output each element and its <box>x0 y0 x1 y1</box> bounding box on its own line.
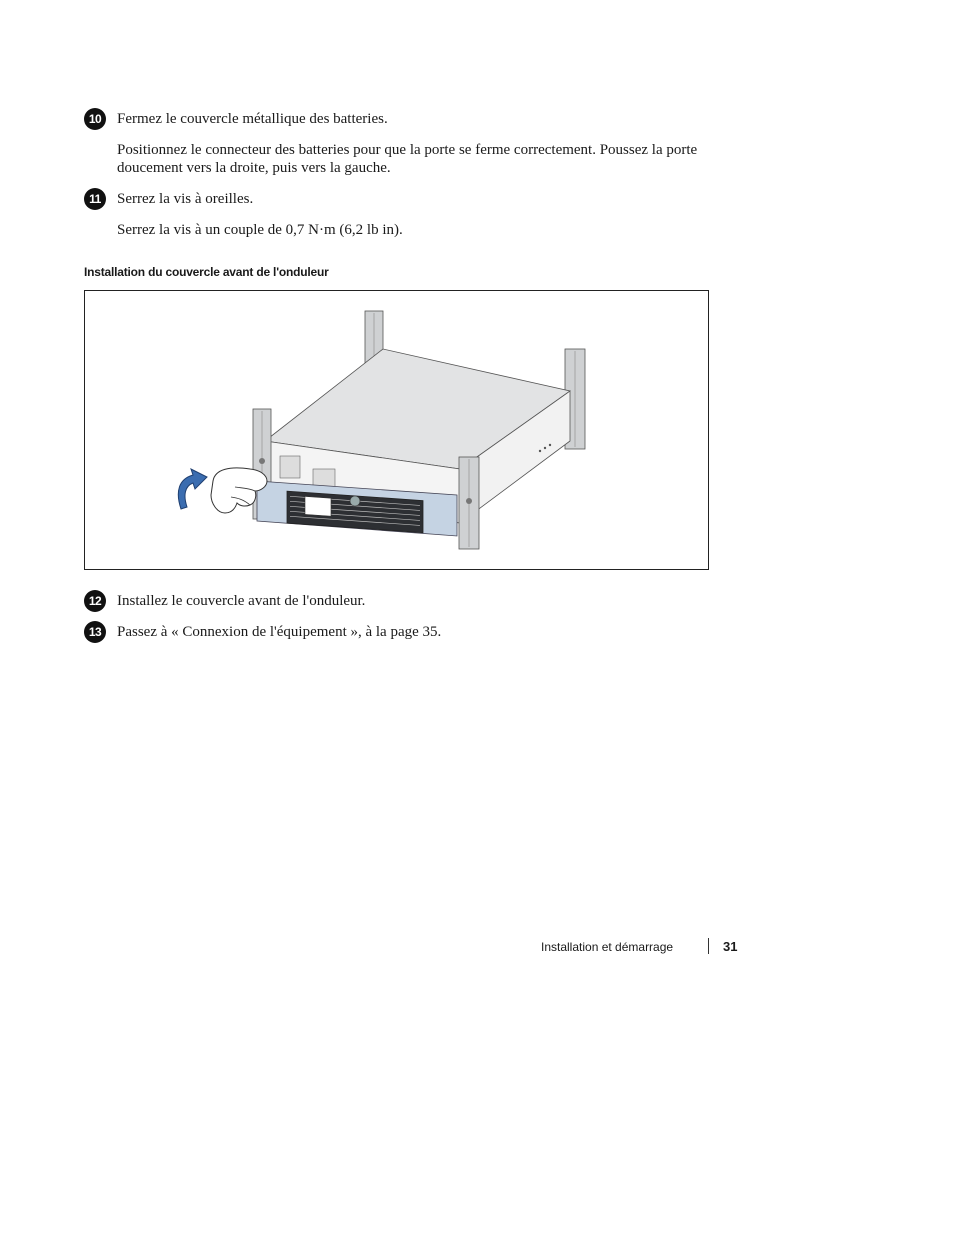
step-number-10: 10 <box>84 108 106 130</box>
step-13-text: Passez à « Connexion de l'équipement », à la page 35. <box>117 624 442 640</box>
figure-caption: Installation du couvercle avant de l'onduleur <box>84 265 329 279</box>
footer-separator <box>708 938 709 954</box>
step-number-12: 12 <box>84 590 106 612</box>
rack-rail-front-right <box>459 457 479 549</box>
step-11-detail: Serrez la vis à un couple de 0,7 N·m (6,2 lb in). <box>117 222 403 238</box>
figure-ups-front-cover <box>84 290 709 570</box>
footer-page-number: 31 <box>723 939 738 954</box>
footer-section-title: Installation et démarrage <box>541 940 674 954</box>
step-number-13: 13 <box>84 621 106 643</box>
step-10-text: Fermez le couvercle métallique des batteries. <box>117 111 388 127</box>
step-11-text: Serrez la vis à oreilles. <box>117 191 254 207</box>
ups-rack-illustration <box>85 291 708 569</box>
step-10-detail: Positionnez le connecteur des batteries pour que la porte se ferme correctement. Poussez la porte doucement vers la droite, puis vers la gauche. <box>117 142 698 176</box>
rotate-arrow-icon <box>178 469 207 509</box>
step-number-11: 11 <box>84 188 106 210</box>
step-12-text: Installez le couvercle avant de l'onduleur. <box>117 593 366 609</box>
